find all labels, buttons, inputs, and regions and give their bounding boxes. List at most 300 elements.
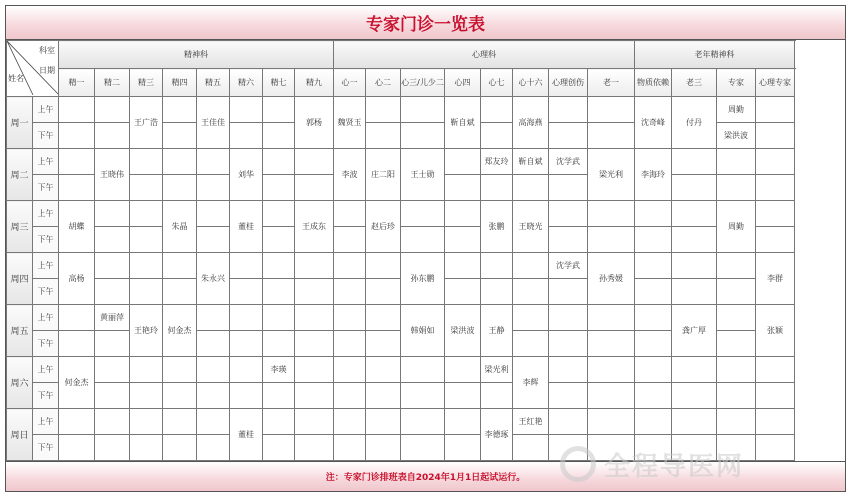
empty-slot xyxy=(366,279,401,305)
afternoon-label: 下午 xyxy=(33,383,59,409)
department-header: 心理科 xyxy=(334,41,635,69)
doctor-name: 高海燕 xyxy=(513,97,549,149)
empty-slot xyxy=(588,227,635,253)
schedule-row xyxy=(7,201,795,227)
empty-slot xyxy=(445,409,481,435)
empty-slot xyxy=(130,279,163,305)
doctor-name: 赵后珍 xyxy=(366,201,401,253)
doctor-name: 梁洪波 xyxy=(717,123,756,149)
empty-slot xyxy=(197,149,230,175)
empty-slot xyxy=(549,97,588,123)
empty-slot xyxy=(717,279,756,305)
empty-slot xyxy=(717,383,756,409)
schedule-row xyxy=(7,253,795,279)
clinic-header: 精七 xyxy=(263,69,295,97)
empty-slot xyxy=(549,331,588,357)
empty-slot xyxy=(59,331,95,357)
doctor-name: 李群 xyxy=(756,253,795,305)
empty-slot xyxy=(230,357,263,383)
empty-slot xyxy=(366,97,401,123)
empty-slot xyxy=(366,253,401,279)
empty-slot xyxy=(95,279,130,305)
empty-slot xyxy=(130,227,163,253)
empty-slot xyxy=(588,409,635,435)
empty-slot xyxy=(130,175,163,201)
schedule-row xyxy=(7,227,795,253)
empty-slot xyxy=(59,175,95,201)
empty-slot xyxy=(163,279,197,305)
empty-slot xyxy=(549,383,588,409)
empty-slot xyxy=(334,409,366,435)
empty-slot xyxy=(756,97,795,123)
doctor-name: 王静 xyxy=(481,305,513,357)
empty-slot xyxy=(549,123,588,149)
doctor-name: 靳自斌 xyxy=(513,149,549,175)
schedule-row xyxy=(7,383,795,409)
afternoon-label: 下午 xyxy=(33,227,59,253)
empty-slot xyxy=(445,253,481,279)
empty-slot xyxy=(672,409,717,435)
empty-slot xyxy=(445,383,481,409)
empty-slot xyxy=(295,149,334,175)
empty-slot xyxy=(334,357,366,383)
morning-label: 上午 xyxy=(33,305,59,331)
empty-slot xyxy=(756,383,795,409)
doctor-name: 孙东鹏 xyxy=(401,253,445,305)
clinic-header: 心三/儿少二 xyxy=(401,69,445,97)
clinic-header: 老三 xyxy=(672,69,717,97)
empty-slot xyxy=(549,201,588,227)
empty-slot xyxy=(717,305,756,331)
empty-slot xyxy=(263,149,295,175)
doctor-name: 张鹏 xyxy=(481,201,513,253)
clinic-header: 心二 xyxy=(366,69,401,97)
doctor-name: 何金杰 xyxy=(163,305,197,357)
empty-slot xyxy=(95,97,130,123)
empty-slot xyxy=(445,435,481,461)
doctor-name: 王士勋 xyxy=(401,149,445,201)
empty-slot xyxy=(95,357,130,383)
doctor-name: 梁洪波 xyxy=(445,305,481,357)
day-label: 周日 xyxy=(7,409,33,461)
empty-slot xyxy=(588,97,635,123)
department-header: 老年精神科 xyxy=(635,41,795,69)
empty-slot xyxy=(549,357,588,383)
empty-slot xyxy=(263,435,295,461)
empty-slot xyxy=(672,383,717,409)
empty-slot xyxy=(717,435,756,461)
empty-slot xyxy=(366,123,401,149)
empty-slot xyxy=(334,331,366,357)
empty-slot xyxy=(263,331,295,357)
morning-label: 上午 xyxy=(33,149,59,175)
page-title: 专家门诊一览表 xyxy=(6,6,845,40)
empty-slot xyxy=(59,97,95,123)
empty-slot xyxy=(263,175,295,201)
empty-slot xyxy=(717,149,756,175)
doctor-name: 王红艳 xyxy=(513,409,549,435)
doctor-name: 沈奇峰 xyxy=(635,97,672,149)
empty-slot xyxy=(295,331,334,357)
empty-slot xyxy=(401,227,445,253)
empty-slot xyxy=(95,331,130,357)
empty-slot xyxy=(130,383,163,409)
doctor-name: 王成东 xyxy=(295,201,334,253)
empty-slot xyxy=(549,175,588,201)
empty-slot xyxy=(672,253,717,279)
doctor-name: 付丹 xyxy=(672,97,717,149)
empty-slot xyxy=(756,123,795,149)
empty-slot xyxy=(163,149,197,175)
empty-slot xyxy=(717,175,756,201)
empty-slot xyxy=(334,253,366,279)
empty-slot xyxy=(197,331,230,357)
doctor-name: 李波 xyxy=(334,149,366,201)
clinic-header: 心一 xyxy=(334,69,366,97)
afternoon-label: 下午 xyxy=(33,123,59,149)
empty-slot xyxy=(481,97,513,123)
empty-slot xyxy=(513,279,549,305)
empty-slot xyxy=(197,409,230,435)
empty-slot xyxy=(263,227,295,253)
empty-slot xyxy=(672,149,717,175)
schedule-row xyxy=(7,305,795,331)
doctor-name: 李海玲 xyxy=(635,149,672,201)
schedule-row xyxy=(7,149,795,175)
doctor-name: 胡蝶 xyxy=(59,201,95,253)
empty-slot xyxy=(366,331,401,357)
empty-slot xyxy=(366,435,401,461)
empty-slot xyxy=(230,331,263,357)
doctor-name: 周勤 xyxy=(717,201,756,253)
doctor-name: 王佳佳 xyxy=(197,97,230,149)
empty-slot xyxy=(163,435,197,461)
empty-slot xyxy=(197,305,230,331)
doctor-name: 高杨 xyxy=(59,253,95,305)
doctor-name: 朱晶 xyxy=(163,201,197,253)
clinic-header: 心七 xyxy=(481,69,513,97)
schedule-row xyxy=(7,97,795,123)
department-header: 精神科 xyxy=(59,41,334,69)
empty-slot xyxy=(59,409,95,435)
empty-slot xyxy=(401,97,445,123)
schedule-table xyxy=(6,40,795,461)
doctor-name: 梁光利 xyxy=(481,357,513,383)
clinic-header: 老一 xyxy=(588,69,635,97)
empty-slot xyxy=(401,383,445,409)
empty-slot xyxy=(445,175,481,201)
doctor-name: 李德琢 xyxy=(481,409,513,461)
empty-slot xyxy=(366,409,401,435)
clinic-header: 精五 xyxy=(197,69,230,97)
doctor-name: 魏贤玉 xyxy=(334,97,366,149)
empty-slot xyxy=(672,201,717,227)
doctor-name: 沈学武 xyxy=(549,253,588,279)
clinic-header: 心理创伤 xyxy=(549,69,588,97)
day-label: 周三 xyxy=(7,201,33,253)
empty-slot xyxy=(401,201,445,227)
empty-slot xyxy=(481,253,513,279)
empty-slot xyxy=(635,305,672,331)
empty-slot xyxy=(635,331,672,357)
morning-label: 上午 xyxy=(33,409,59,435)
empty-slot xyxy=(635,227,672,253)
empty-slot xyxy=(513,175,549,201)
empty-slot xyxy=(445,279,481,305)
empty-slot xyxy=(334,227,366,253)
empty-slot xyxy=(672,357,717,383)
doctor-name: 张颖 xyxy=(756,305,795,357)
doctor-name: 刘华 xyxy=(230,149,263,201)
empty-slot xyxy=(635,435,672,461)
empty-slot xyxy=(635,201,672,227)
empty-slot xyxy=(130,435,163,461)
empty-slot xyxy=(549,409,588,435)
corner-cell xyxy=(7,41,59,97)
empty-slot xyxy=(401,409,445,435)
doctor-name: 黄丽萍 xyxy=(95,305,130,331)
empty-slot xyxy=(401,357,445,383)
empty-slot xyxy=(263,409,295,435)
doctor-name: 董桂 xyxy=(230,409,263,461)
empty-slot xyxy=(672,279,717,305)
empty-slot xyxy=(263,123,295,149)
empty-slot xyxy=(549,435,588,461)
doctor-name: 郭杨 xyxy=(295,97,334,149)
empty-slot xyxy=(230,383,263,409)
empty-slot xyxy=(163,97,197,123)
empty-slot xyxy=(401,435,445,461)
empty-slot xyxy=(445,227,481,253)
empty-slot xyxy=(130,201,163,227)
empty-slot xyxy=(513,435,549,461)
clinic-header: 精九 xyxy=(295,69,334,97)
empty-slot xyxy=(549,227,588,253)
empty-slot xyxy=(163,383,197,409)
schedule-row xyxy=(7,435,795,461)
empty-slot xyxy=(481,383,513,409)
doctor-name: 李瑛 xyxy=(263,357,295,383)
empty-slot xyxy=(445,149,481,175)
empty-slot xyxy=(717,409,756,435)
empty-slot xyxy=(295,253,334,279)
empty-slot xyxy=(717,357,756,383)
doctor-name: 沈学武 xyxy=(549,149,588,175)
empty-slot xyxy=(295,305,334,331)
empty-slot xyxy=(756,149,795,175)
empty-slot xyxy=(334,305,366,331)
empty-slot xyxy=(334,279,366,305)
morning-label: 上午 xyxy=(33,357,59,383)
day-label: 周四 xyxy=(7,253,33,305)
empty-slot xyxy=(756,201,795,227)
empty-slot xyxy=(513,253,549,279)
empty-slot xyxy=(756,175,795,201)
empty-slot xyxy=(401,123,445,149)
empty-slot xyxy=(197,201,230,227)
doctor-name: 靳自斌 xyxy=(445,97,481,149)
doctor-name: 梁光利 xyxy=(588,149,635,201)
empty-slot xyxy=(263,253,295,279)
empty-slot xyxy=(588,201,635,227)
clinic-header: 心理专家 xyxy=(756,69,795,97)
empty-slot xyxy=(230,97,263,123)
afternoon-label: 下午 xyxy=(33,279,59,305)
empty-slot xyxy=(163,409,197,435)
empty-slot xyxy=(263,305,295,331)
empty-slot xyxy=(130,409,163,435)
empty-slot xyxy=(59,305,95,331)
afternoon-label: 下午 xyxy=(33,331,59,357)
empty-slot xyxy=(513,331,549,357)
afternoon-label: 下午 xyxy=(33,435,59,461)
empty-slot xyxy=(334,383,366,409)
clinic-header: 精一 xyxy=(59,69,95,97)
day-label: 周五 xyxy=(7,305,33,357)
empty-slot xyxy=(635,253,672,279)
doctor-name: 韩娟如 xyxy=(401,305,445,357)
footer-note: 注：专家门诊排班表自2024年1月1日起试运行。 xyxy=(6,461,845,491)
empty-slot xyxy=(163,175,197,201)
empty-slot xyxy=(513,305,549,331)
corner-dept-label: 科室 xyxy=(39,46,55,55)
empty-slot xyxy=(588,357,635,383)
empty-slot xyxy=(672,435,717,461)
empty-slot xyxy=(717,331,756,357)
empty-slot xyxy=(230,253,263,279)
empty-slot xyxy=(197,383,230,409)
empty-slot xyxy=(197,357,230,383)
empty-slot xyxy=(130,357,163,383)
empty-slot xyxy=(445,201,481,227)
empty-slot xyxy=(481,279,513,305)
doctor-name: 何金杰 xyxy=(59,357,95,409)
empty-slot xyxy=(59,435,95,461)
empty-slot xyxy=(59,149,95,175)
clinic-header: 精三 xyxy=(130,69,163,97)
empty-slot xyxy=(635,383,672,409)
empty-slot xyxy=(588,123,635,149)
empty-slot xyxy=(163,357,197,383)
empty-slot xyxy=(95,227,130,253)
doctor-name: 孙秀媛 xyxy=(588,253,635,305)
empty-slot xyxy=(295,409,334,435)
day-label: 周六 xyxy=(7,357,33,409)
schedule-row xyxy=(7,409,795,435)
doctor-name: 王晓光 xyxy=(513,201,549,253)
afternoon-label: 下午 xyxy=(33,175,59,201)
clinic-header: 心四 xyxy=(445,69,481,97)
doctor-name: 庄二阳 xyxy=(366,149,401,201)
empty-slot xyxy=(366,357,401,383)
empty-slot xyxy=(366,383,401,409)
watermark-text: 全程导医网 xyxy=(604,451,745,482)
morning-label: 上午 xyxy=(33,201,59,227)
empty-slot xyxy=(549,305,588,331)
empty-slot xyxy=(672,175,717,201)
empty-slot xyxy=(756,227,795,253)
empty-slot xyxy=(295,435,334,461)
empty-slot xyxy=(756,409,795,435)
empty-slot xyxy=(130,253,163,279)
empty-slot xyxy=(756,435,795,461)
empty-slot xyxy=(549,279,588,305)
empty-slot xyxy=(588,331,635,357)
empty-slot xyxy=(263,383,295,409)
empty-slot xyxy=(197,227,230,253)
empty-slot xyxy=(295,175,334,201)
doctor-name: 龚广厚 xyxy=(672,305,717,357)
empty-slot xyxy=(295,357,334,383)
empty-slot xyxy=(197,435,230,461)
empty-slot xyxy=(263,97,295,123)
corner-date-label: 日期 xyxy=(39,66,55,75)
empty-slot xyxy=(163,123,197,149)
empty-slot xyxy=(230,279,263,305)
empty-slot xyxy=(334,435,366,461)
empty-slot xyxy=(230,305,263,331)
clinic-header: 专家 xyxy=(717,69,756,97)
morning-label: 上午 xyxy=(33,97,59,123)
empty-slot xyxy=(59,123,95,149)
empty-slot xyxy=(635,357,672,383)
schedule-row xyxy=(7,357,795,383)
clinic-header: 心十六 xyxy=(513,69,549,97)
morning-label: 上午 xyxy=(33,253,59,279)
day-label: 周一 xyxy=(7,97,33,149)
empty-slot xyxy=(295,383,334,409)
empty-slot xyxy=(230,123,263,149)
empty-slot xyxy=(95,435,130,461)
empty-slot xyxy=(635,409,672,435)
empty-slot xyxy=(334,201,366,227)
doctor-name: 郑友玲 xyxy=(481,149,513,175)
empty-slot xyxy=(95,409,130,435)
empty-slot xyxy=(366,305,401,331)
empty-slot xyxy=(445,357,481,383)
clinic-header: 物质依赖 xyxy=(635,69,672,97)
doctor-name: 李辉 xyxy=(513,357,549,409)
empty-slot xyxy=(717,253,756,279)
corner-name-label: 姓名 xyxy=(8,74,24,83)
clinic-header: 精六 xyxy=(230,69,263,97)
empty-slot xyxy=(481,123,513,149)
empty-slot xyxy=(95,383,130,409)
empty-slot xyxy=(130,149,163,175)
empty-slot xyxy=(672,227,717,253)
doctor-name: 王晓伟 xyxy=(95,149,130,201)
empty-slot xyxy=(197,175,230,201)
doctor-name: 王艳玲 xyxy=(130,305,163,357)
doctor-name: 王广浩 xyxy=(130,97,163,149)
empty-slot xyxy=(756,357,795,383)
empty-slot xyxy=(95,201,130,227)
clinic-header: 精四 xyxy=(163,69,197,97)
empty-slot xyxy=(263,201,295,227)
empty-slot xyxy=(588,383,635,409)
empty-slot xyxy=(95,253,130,279)
doctor-name: 朱永兴 xyxy=(197,253,230,305)
empty-slot xyxy=(263,279,295,305)
empty-slot xyxy=(95,123,130,149)
schedule-sheet xyxy=(5,5,846,492)
clinic-header: 精二 xyxy=(95,69,130,97)
empty-slot xyxy=(295,279,334,305)
doctor-name: 周勤 xyxy=(717,97,756,123)
empty-slot xyxy=(481,175,513,201)
empty-slot xyxy=(588,435,635,461)
empty-slot xyxy=(635,279,672,305)
